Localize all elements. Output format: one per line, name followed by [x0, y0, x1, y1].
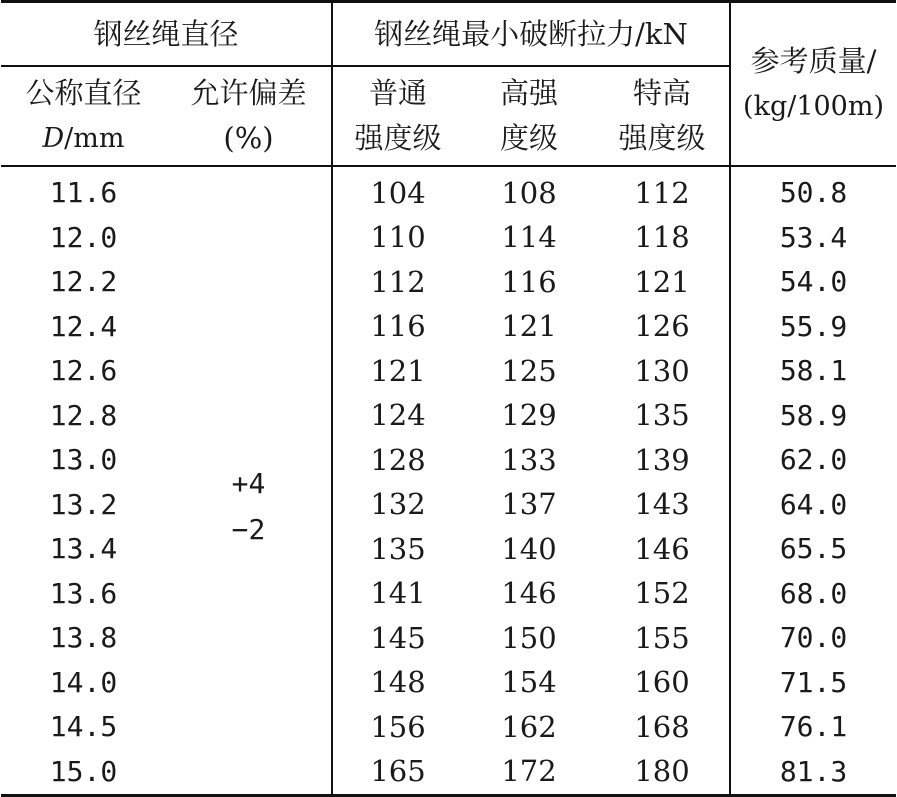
table-row	[1, 305, 896, 350]
normal-grade-cell: 141	[370, 576, 426, 611]
nominal-diameter-cell: 12.4	[49, 309, 118, 343]
table-row	[1, 216, 896, 261]
nominal-diameter-symbol: D	[42, 123, 65, 154]
table-row	[1, 661, 896, 706]
header-row-top	[1, 2, 896, 67]
high-grade-cell: 108	[501, 175, 557, 210]
extra-high-grade-cell: 121	[595, 260, 730, 305]
nominal-diameter-cell: 14.0	[49, 665, 118, 699]
reference-mass-cell: 50.8	[779, 176, 848, 210]
reference-mass-cell: 70.0	[779, 621, 848, 655]
normal-grade-cell: 116	[370, 309, 426, 344]
table-row	[1, 527, 896, 572]
reference-mass-cell: 81.3	[779, 754, 848, 788]
reference-mass-cell: 76.1	[779, 710, 848, 744]
high-grade-cell: 125	[501, 353, 557, 388]
table-row	[1, 349, 896, 394]
high-grade-cell: 154	[501, 665, 557, 700]
extra-high-grade-header	[595, 66, 730, 166]
nominal-diameter-cell: 14.5	[49, 710, 118, 744]
normal-grade-cell: 124	[370, 398, 426, 433]
normal-grade-cell: 165	[370, 754, 426, 789]
normal-grade-cell: 156	[370, 709, 426, 744]
high-grade-header-line1: 高强	[500, 76, 559, 110]
normal-grade-cell: 104	[370, 175, 426, 210]
table-body	[1, 166, 896, 796]
reference-mass-cell: 62.0	[779, 443, 848, 477]
high-grade-header	[463, 66, 595, 166]
nominal-diameter-cell: 13.6	[49, 576, 118, 610]
reference-mass-cell: 54.0	[779, 265, 848, 299]
reference-mass-header-line2: (kg/100m)	[743, 91, 884, 122]
extra-high-grade-header-line2: 强度级	[618, 121, 706, 155]
table-row	[1, 616, 896, 661]
nominal-diameter-cell: 12.6	[49, 354, 118, 388]
reference-mass-cell: 58.1	[779, 354, 848, 388]
tolerance-header	[166, 66, 332, 166]
reference-mass-cell: 65.5	[779, 532, 848, 566]
high-grade-cell: 114	[501, 220, 557, 255]
normal-grade-cell: 128	[370, 442, 426, 477]
high-grade-cell: 137	[501, 487, 557, 522]
nominal-diameter-cell: 12.2	[49, 265, 118, 299]
table-row	[1, 438, 896, 483]
extra-high-grade-cell: 112	[595, 166, 730, 216]
normal-grade-cell: 112	[370, 264, 426, 299]
high-grade-cell: 162	[501, 709, 557, 744]
extra-high-grade-cell: 152	[595, 572, 730, 617]
normal-grade-cell: 110	[370, 220, 426, 255]
nominal-diameter-cell: 13.8	[49, 621, 118, 655]
nominal-diameter-unit: /mm	[64, 123, 125, 154]
reference-mass-cell: 55.9	[779, 309, 848, 343]
extra-high-grade-cell: 168	[595, 705, 730, 750]
extra-high-grade-cell: 139	[595, 438, 730, 483]
nominal-diameter-header-line1: 公称直径	[25, 76, 142, 110]
extra-high-grade-header-line1: 特高	[633, 76, 692, 110]
nominal-diameter-cell: 12.8	[49, 398, 118, 432]
extra-high-grade-cell: 126	[595, 305, 730, 350]
reference-mass-cell: 71.5	[779, 665, 848, 699]
nominal-diameter-cell: 13.4	[49, 532, 118, 566]
tolerance-upper: +4	[231, 466, 266, 500]
nominal-diameter-header-line2	[1, 116, 166, 161]
tolerance-lower: −2	[231, 512, 266, 546]
extra-high-grade-cell: 143	[595, 483, 730, 528]
high-grade-cell: 129	[501, 398, 557, 433]
high-grade-cell: 116	[501, 264, 557, 299]
high-grade-cell: 146	[501, 576, 557, 611]
nominal-diameter-header	[1, 66, 166, 166]
nominal-diameter-cell: 12.0	[49, 220, 118, 254]
normal-grade-cell: 148	[370, 665, 426, 700]
high-grade-cell: 172	[501, 754, 557, 789]
extra-high-grade-cell: 130	[595, 349, 730, 394]
normal-grade-header	[332, 66, 463, 166]
reference-mass-header	[730, 2, 896, 167]
extra-high-grade-cell: 135	[595, 394, 730, 439]
normal-grade-cell: 135	[370, 531, 426, 566]
normal-grade-cell: 132	[370, 487, 426, 522]
normal-grade-cell: 145	[370, 620, 426, 655]
wire-rope-spec-table	[1, 0, 896, 797]
normal-grade-header-line1: 普通	[369, 76, 428, 110]
reference-mass-cell: 53.4	[779, 220, 848, 254]
high-grade-cell: 150	[501, 620, 557, 655]
diameter-group-header: 钢丝绳直径	[1, 2, 332, 67]
table-row	[1, 394, 896, 439]
table-row	[1, 166, 896, 216]
breaking-force-group-header: 钢丝绳最小破断拉力/kN	[332, 2, 730, 67]
table-row	[1, 483, 896, 528]
high-grade-cell: 133	[501, 442, 557, 477]
nominal-diameter-cell: 13.2	[49, 487, 118, 521]
tolerance-header-line2: (%)	[223, 121, 274, 155]
normal-grade-cell: 121	[370, 353, 426, 388]
tolerance-header-line1: 允许偏差	[190, 76, 307, 110]
extra-high-grade-cell: 160	[595, 661, 730, 706]
reference-mass-cell: 68.0	[779, 576, 848, 610]
nominal-diameter-cell: 11.6	[49, 176, 118, 210]
table-row	[1, 260, 896, 305]
extra-high-grade-cell: 146	[595, 527, 730, 572]
high-grade-cell: 121	[501, 309, 557, 344]
nominal-diameter-cell: 15.0	[49, 754, 118, 788]
extra-high-grade-cell: 180	[595, 750, 730, 796]
reference-mass-header-line1: 参考质量/	[750, 44, 877, 78]
nominal-diameter-cell: 13.0	[49, 443, 118, 477]
extra-high-grade-cell: 118	[595, 216, 730, 261]
high-grade-header-line2: 度级	[500, 121, 559, 155]
reference-mass-cell: 58.9	[779, 398, 848, 432]
reference-mass-cell: 64.0	[779, 487, 848, 521]
high-grade-cell: 140	[501, 531, 557, 566]
normal-grade-header-line2: 强度级	[354, 121, 442, 155]
tolerance-cell	[166, 166, 332, 796]
table-row	[1, 572, 896, 617]
extra-high-grade-cell: 155	[595, 616, 730, 661]
table-row	[1, 750, 896, 796]
table-row	[1, 705, 896, 750]
